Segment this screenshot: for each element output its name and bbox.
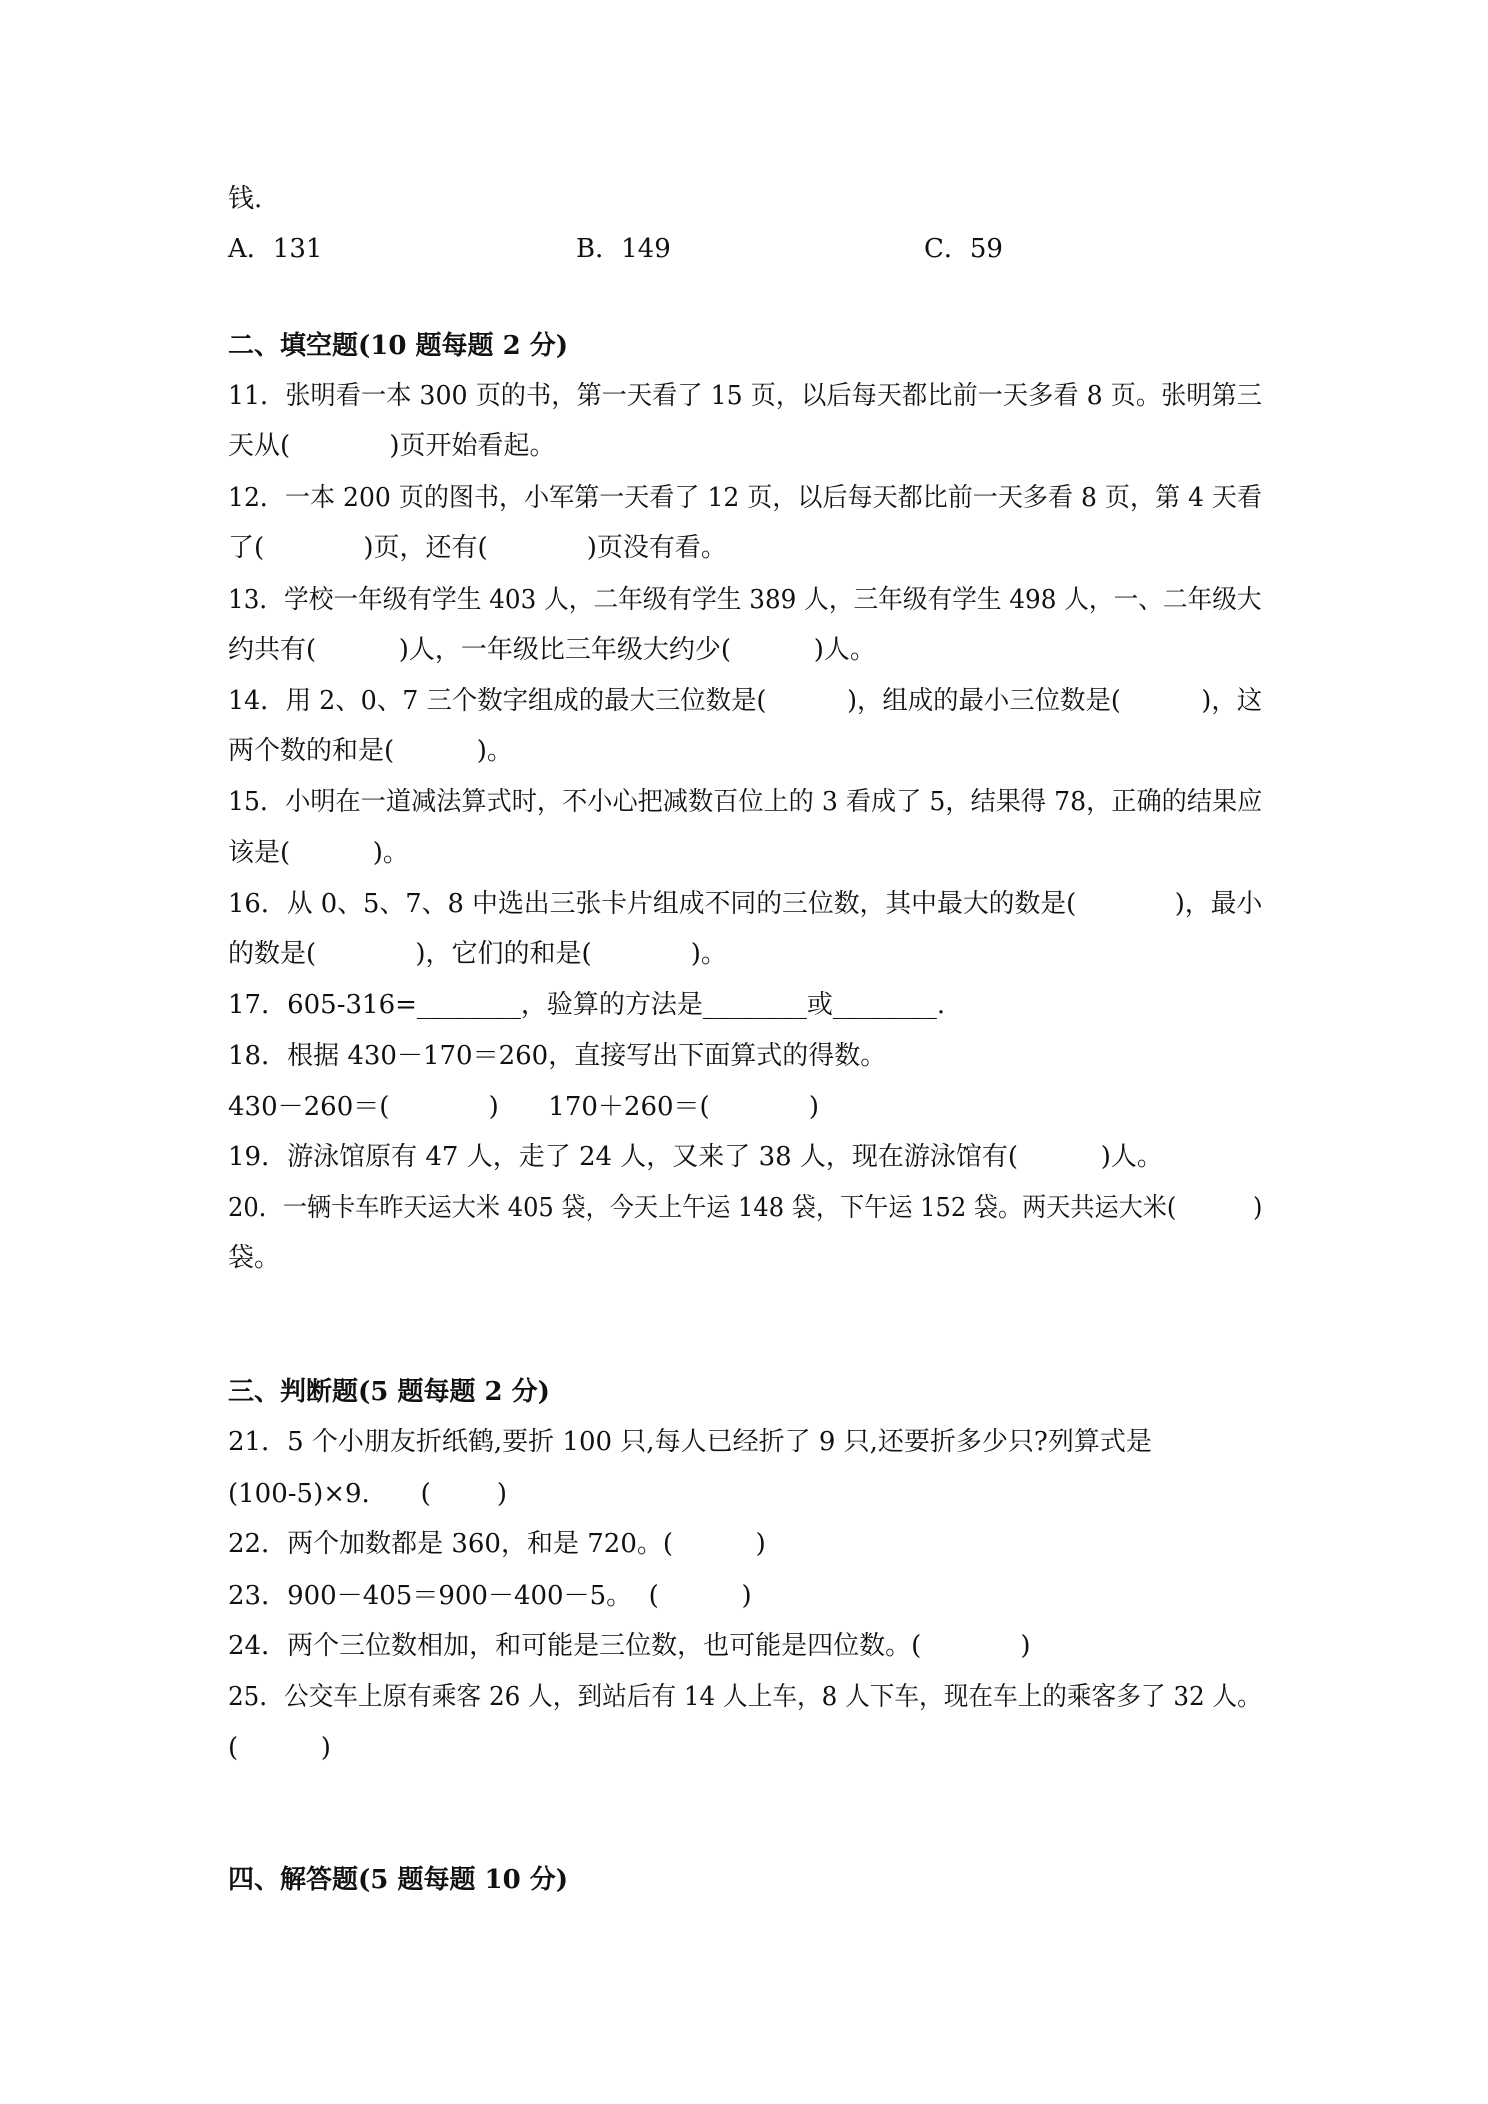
question-25-cont: ( ) xyxy=(228,1733,331,1763)
question-21-cont: (100-5)×9． ( ) xyxy=(228,1479,508,1509)
question-24: 24．两个三位数相加，和可能是三位数，也可能是四位数。( ) xyxy=(228,1631,1031,1661)
question-21: 21．5 个小朋友折纸鹤,要折 100 只,每人已经折了 9 只,还要折多少只?列算式是 xyxy=(228,1427,1152,1457)
question-15: 15．小明在一道减法算式时，不小心把减数百位上的 3 看成了 5，结果得 78，正确的结果应 xyxy=(228,787,1263,817)
question-23: 23．900－405＝900－400－5。 ( ) xyxy=(228,1581,752,1611)
option-a: A．131 xyxy=(228,234,323,264)
question-16: 16．从 0、5、7、8 中选出三张卡片组成不同的三位数，其中最大的数是( )，最小 xyxy=(228,889,1263,919)
option-c: C．59 xyxy=(924,234,1003,264)
question-14-cont: 两个数的和是( )。 xyxy=(228,736,513,766)
question-14: 14．用 2、0、7 三个数字组成的最大三位数是( )，组成的最小三位数是( )，这 xyxy=(228,686,1263,716)
option-b: B．149 xyxy=(576,234,671,264)
question-15-cont: 该是( )。 xyxy=(228,838,409,868)
question-18-cont: 430－260＝( ) 170＋260＝( ) xyxy=(228,1092,820,1122)
question-22: 22．两个加数都是 360，和是 720。( ) xyxy=(228,1529,766,1559)
question-25: 25．公交车上原有乘客 26 人，到站后有 14 人上车，8 人下车，现在车上的乘客多了 32 人。 xyxy=(228,1682,1262,1712)
question-20: 20．一辆卡车昨天运大米 405 袋，今天上午运 148 袋，下午运 152 袋。两天共运大米( ) xyxy=(228,1193,1263,1223)
question-12-cont: 了( )页，还有( )页没有看。 xyxy=(228,533,727,563)
question-13-cont: 约共有( )人，一年级比三年级大约少( )人。 xyxy=(228,635,876,665)
section-heading-answer: 四、解答题(5 题每题 10 分) xyxy=(228,1865,569,1895)
question-11: 11．张明看一本 300 页的书，第一天看了 15 页，以后每天都比前一天多看 8 页。张明第三 xyxy=(228,381,1262,411)
question-17: 17．605-316=________，验算的方法是________或________. xyxy=(228,990,946,1020)
section-heading-fill-blank: 二、填空题(10 题每题 2 分) xyxy=(228,331,569,361)
question-20-cont: 袋。 xyxy=(228,1243,281,1273)
section-heading-judgement: 三、判断题(5 题每题 2 分) xyxy=(228,1377,550,1407)
question-13: 13．学校一年级有学生 403 人，二年级有学生 389 人，三年级有学生 498 人，一、二年级大 xyxy=(228,585,1262,615)
question-11-cont: 天从( )页开始看起。 xyxy=(228,431,556,461)
prev-question-tail: 钱. xyxy=(228,184,263,214)
question-16-cont: 的数是( )，它们的和是( )。 xyxy=(228,939,727,969)
question-12: 12．一本 200 页的图书，小军第一天看了 12 页，以后每天都比前一天多看 8 页，第 4 天看 xyxy=(228,483,1263,513)
question-18: 18．根据 430－170＝260，直接写出下面算式的得数。 xyxy=(228,1041,887,1071)
question-19: 19．游泳馆原有 47 人，走了 24 人，又来了 38 人，现在游泳馆有( )人。 xyxy=(228,1142,1163,1172)
